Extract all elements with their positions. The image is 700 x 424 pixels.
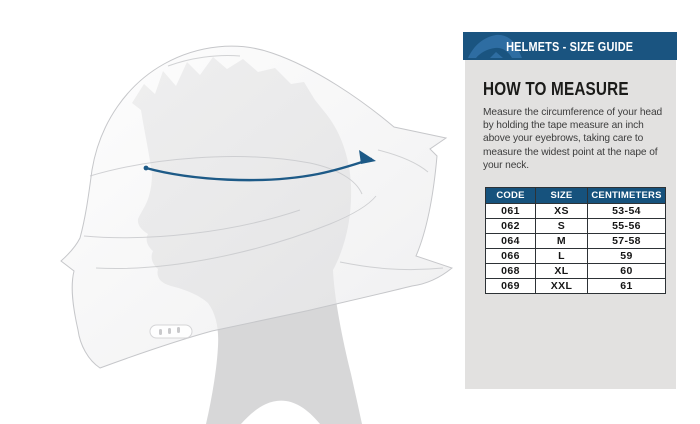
how-to-measure-heading: HOW TO MEASURE — [483, 79, 629, 99]
size-guide-panel — [465, 60, 676, 389]
table-row — [486, 249, 666, 264]
cell-cm: 53-54 — [588, 204, 666, 219]
cell-code: 068 — [486, 264, 536, 279]
cell-size: S — [536, 219, 588, 234]
cell-code: 062 — [486, 219, 536, 234]
cell-cm: 59 — [588, 249, 666, 264]
cell-size: M — [536, 234, 588, 249]
table-row — [486, 234, 666, 249]
table-row — [486, 204, 666, 219]
size-guide-title: HELMETS - SIZE GUIDE — [506, 38, 634, 54]
col-header-size: SIZE — [536, 188, 588, 204]
size-table — [485, 187, 666, 294]
col-header-code: CODE — [486, 188, 536, 204]
cell-size: XL — [536, 264, 588, 279]
cell-cm: 57-58 — [588, 234, 666, 249]
size-table-header-row — [486, 188, 666, 204]
cell-size: XXL — [536, 279, 588, 294]
size-guide-header-bar — [463, 32, 677, 60]
cell-cm: 61 — [588, 279, 666, 294]
cell-code: 064 — [486, 234, 536, 249]
cell-code: 066 — [486, 249, 536, 264]
measure-instructions: Measure the circumference of your head by holding the tape measure an inch above your eyebrows, taking care to measure the widest point at the nape of your neck. — [483, 107, 663, 171]
table-row — [486, 219, 666, 234]
cell-code: 061 — [486, 204, 536, 219]
table-row — [486, 264, 666, 279]
cell-size: XS — [536, 204, 588, 219]
chin-vent — [150, 325, 192, 338]
helmet-shell — [61, 46, 452, 368]
col-header-centimeters: CENTIMETERS — [588, 188, 666, 204]
cell-size: L — [536, 249, 588, 264]
cell-code: 069 — [486, 279, 536, 294]
cell-cm: 60 — [588, 264, 666, 279]
cell-cm: 55-56 — [588, 219, 666, 234]
table-row — [486, 279, 666, 294]
